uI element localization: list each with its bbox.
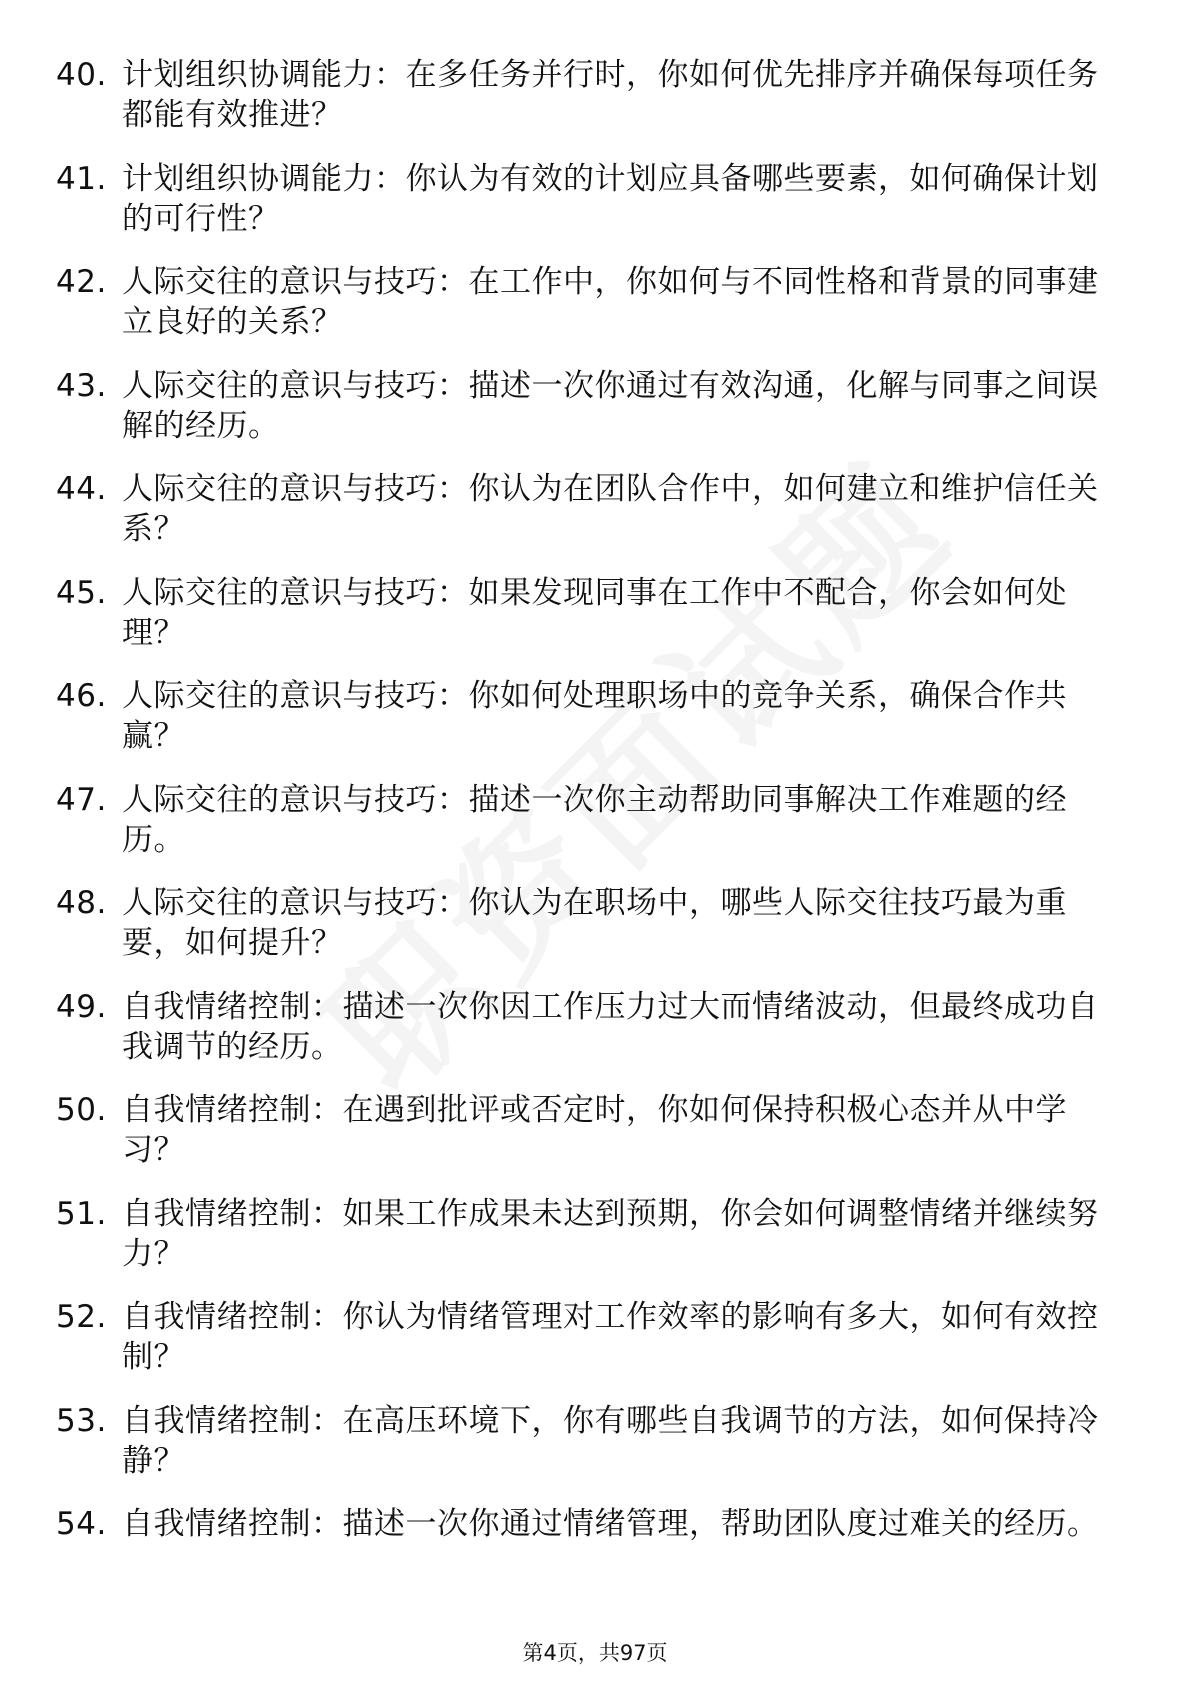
question-number: 51. bbox=[56, 1195, 107, 1232]
question-text: 人际交往的意识与技巧：你认为在职场中，哪些人际交往技巧最为重要，如何提升？ bbox=[122, 885, 1067, 961]
question-number: 52. bbox=[56, 1299, 107, 1335]
question-number: 42. bbox=[56, 264, 107, 300]
list-item bbox=[56, 262, 1106, 366]
list-item bbox=[56, 55, 1106, 159]
list-item bbox=[56, 1090, 1106, 1194]
question-number: 43. bbox=[56, 367, 107, 404]
question-number: 45. bbox=[56, 574, 107, 611]
question-number: 46. bbox=[56, 678, 107, 714]
question-number: 50. bbox=[56, 1092, 107, 1128]
list-item bbox=[56, 159, 1106, 263]
question-number: 48. bbox=[56, 885, 107, 921]
question-text: 自我情绪控制：你认为情绪管理对工作效率的影响有多大，如何有效控制？ bbox=[122, 1299, 1099, 1375]
list-item bbox=[56, 1401, 1106, 1505]
question-number: 44. bbox=[56, 471, 107, 507]
question-number: 41. bbox=[56, 160, 107, 197]
list-item bbox=[56, 1194, 1106, 1298]
question-number: 53. bbox=[56, 1402, 107, 1439]
question-text: 计划组织协调能力：你认为有效的计划应具备哪些要素，如何确保计划的可行性？ bbox=[122, 160, 1099, 237]
question-text: 人际交往的意识与技巧：描述一次你通过有效沟通，化解与同事之间误解的经历。 bbox=[122, 367, 1099, 444]
question-text: 人际交往的意识与技巧：描述一次你主动帮助同事解决工作难题的经历。 bbox=[122, 781, 1067, 858]
question-number: 54. bbox=[56, 1506, 107, 1542]
page-number-label: 第4页，共97页 bbox=[522, 1641, 668, 1665]
list-item bbox=[56, 883, 1106, 987]
list-item bbox=[56, 780, 1106, 884]
question-text: 自我情绪控制：描述一次你因工作压力过大而情绪波动，但最终成功自我调节的经历。 bbox=[122, 988, 1099, 1065]
question-list bbox=[56, 55, 1106, 1608]
question-number: 40. bbox=[56, 57, 107, 93]
question-text: 人际交往的意识与技巧：你认为在团队合作中，如何建立和维护信任关系？ bbox=[122, 471, 1099, 547]
question-text: 计划组织协调能力：在多任务并行时，你如何优先排序并确保每项任务都能有效推进？ bbox=[122, 57, 1099, 133]
question-text: 自我情绪控制：如果工作成果未达到预期，你会如何调整情绪并继续努力？ bbox=[122, 1195, 1099, 1272]
question-text: 人际交往的意识与技巧：在工作中，你如何与不同性格和背景的同事建立良好的关系？ bbox=[122, 264, 1099, 340]
list-item bbox=[56, 1504, 1106, 1608]
list-item bbox=[56, 469, 1106, 573]
question-text: 人际交往的意识与技巧：你如何处理职场中的竞争关系，确保合作共赢？ bbox=[122, 678, 1067, 754]
list-item bbox=[56, 987, 1106, 1091]
list-item bbox=[56, 366, 1106, 470]
question-number: 49. bbox=[56, 988, 107, 1025]
list-item bbox=[56, 573, 1106, 677]
page-footer bbox=[0, 1638, 1190, 1668]
question-number: 47. bbox=[56, 781, 107, 818]
question-text: 自我情绪控制：在高压环境下，你有哪些自我调节的方法，如何保持冷静？ bbox=[122, 1402, 1099, 1479]
list-item bbox=[56, 676, 1106, 780]
question-text: 自我情绪控制：在遇到批评或否定时，你如何保持积极心态并从中学习？ bbox=[122, 1092, 1067, 1168]
question-text: 自我情绪控制：描述一次你通过情绪管理，帮助团队度过难关的经历。 bbox=[122, 1506, 1099, 1542]
question-text: 人际交往的意识与技巧：如果发现同事在工作中不配合，你会如何处理？ bbox=[122, 574, 1067, 651]
list-item bbox=[56, 1297, 1106, 1401]
